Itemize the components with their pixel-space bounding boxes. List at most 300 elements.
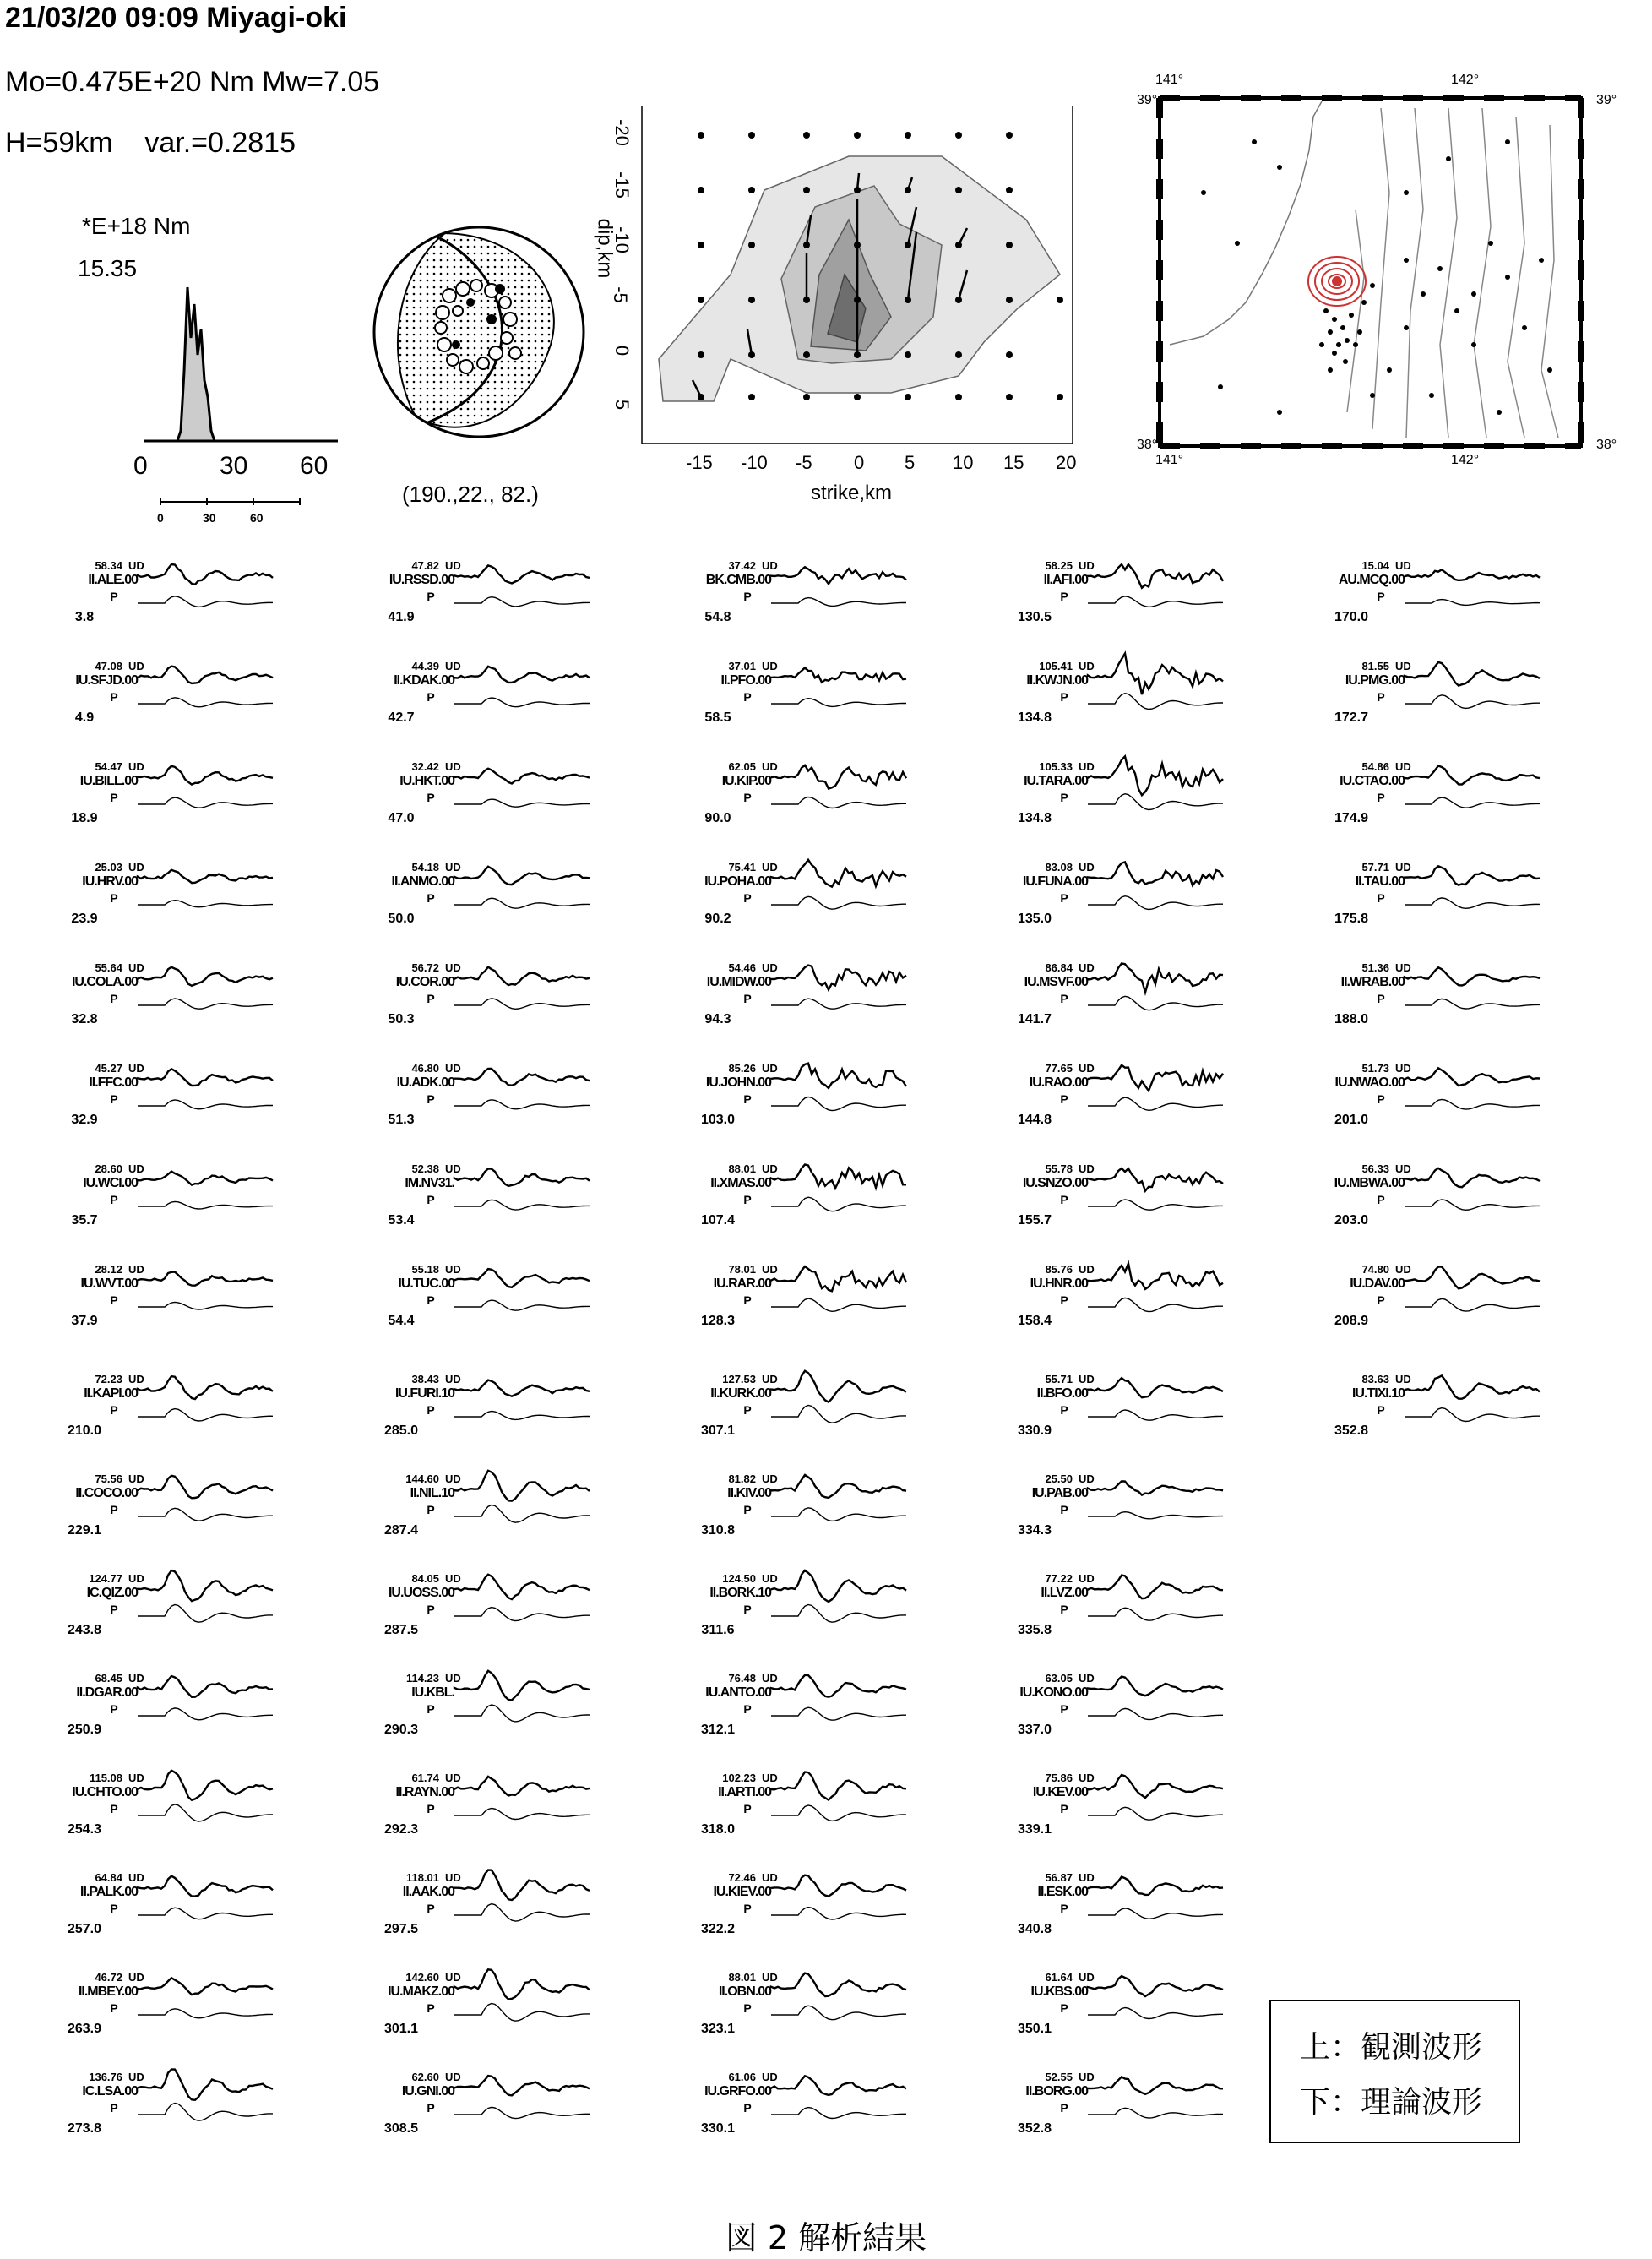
figure-caption: 図 2 解析結果: [725, 2219, 927, 2256]
synthetic-waveform: [771, 999, 906, 1009]
waveform-plot: [138, 963, 281, 1031]
trace-distance: 94.3: [704, 1012, 731, 1026]
station-trace: [1318, 1263, 1571, 1358]
trace-phase: P: [1060, 992, 1068, 1005]
trace-station: IU.RSSD.00: [389, 573, 454, 587]
trace-amplitude: 124.50: [722, 1572, 756, 1585]
trace-component: UD: [1079, 559, 1095, 572]
trace-amplitude: 75.86: [1045, 1772, 1073, 1784]
waveform-plot: [138, 561, 281, 629]
observed-waveform: [454, 1380, 590, 1396]
trace-amplitude: 61.74: [411, 1772, 439, 1784]
waveform-plot: [771, 1973, 915, 2040]
synthetic-waveform: [454, 999, 590, 1009]
xtick: -5: [796, 452, 812, 473]
trace-station: II.COCO.00: [75, 1486, 138, 1500]
waveform-plot: [138, 1674, 281, 1741]
waveform-plot: [771, 561, 915, 629]
waveform-plot: [1405, 762, 1548, 830]
synthetic-waveform: [138, 1201, 273, 1209]
trace-component: UD: [445, 559, 461, 572]
synthetic-waveform: [771, 797, 906, 808]
trace-station: IU.HNR.00: [1030, 1276, 1088, 1291]
trace-phase: P: [110, 1702, 118, 1716]
observed-waveform: [1088, 1775, 1223, 1798]
observed-waveform: [1088, 564, 1223, 588]
observed-waveform: [771, 1475, 906, 1498]
trace-component: UD: [445, 2071, 461, 2083]
station-trace: [684, 1062, 937, 1157]
trace-component: UD: [1079, 961, 1095, 974]
synthetic-waveform: [771, 1805, 906, 1821]
synthetic-waveform: [771, 699, 906, 707]
slip-yticks: [609, 119, 649, 431]
trace-phase: P: [427, 690, 435, 704]
trace-component: UD: [128, 1162, 144, 1175]
station-trace: [1318, 961, 1571, 1056]
trace-distance: 322.2: [700, 1922, 736, 1936]
trace-amplitude: 37.42: [728, 559, 756, 572]
synthetic-waveform: [138, 1100, 273, 1109]
station-trace: [367, 1062, 621, 1157]
observed-waveform: [1405, 1168, 1540, 1187]
trace-distance: 307.1: [700, 1423, 736, 1438]
trace-distance: 229.1: [67, 1523, 102, 1538]
trace-station: II.ANMO.00: [391, 874, 454, 889]
trace-component: UD: [1395, 660, 1411, 672]
trace-station: IU.GRFO.00: [704, 2084, 771, 2098]
trace-amplitude: 124.77: [89, 1572, 122, 1585]
observed-waveform: [1088, 1677, 1223, 1696]
observed-waveform: [138, 564, 273, 585]
trace-phase: P: [427, 2001, 435, 2015]
trace-distance: 37.9: [71, 1314, 98, 1328]
trace-distance: 47.0: [388, 811, 415, 825]
synthetic-waveform: [1088, 1908, 1223, 1919]
observed-waveform: [454, 1671, 590, 1701]
station-trace: [684, 1971, 937, 2066]
trace-distance: 311.6: [701, 1623, 735, 1637]
trace-distance: 4.9: [74, 710, 95, 725]
trace-station: II.FFC.00: [89, 1075, 138, 1090]
trace-station: II.ALE.00: [88, 573, 138, 587]
trace-phase: P: [1377, 1403, 1385, 1417]
observed-waveform: [771, 1973, 906, 1996]
trace-distance: 335.8: [1017, 1623, 1052, 1637]
lon-left-top: 141°: [1155, 73, 1184, 87]
synthetic-waveform: [138, 1908, 273, 1919]
trace-component: UD: [445, 861, 461, 874]
synthetic-waveform: [771, 2108, 906, 2119]
station-trace: [1318, 861, 1571, 955]
station-trace: [367, 559, 621, 654]
trace-distance: 42.7: [388, 710, 415, 725]
observed-waveform: [1088, 1378, 1223, 1397]
waveform-plot: [1088, 1873, 1231, 1941]
waveform-plot: [1405, 1374, 1548, 1442]
slip-ylabel: dip,km: [593, 218, 617, 279]
observed-waveform: [771, 667, 906, 682]
stf-tick-30: 30: [220, 452, 248, 480]
trace-component: UD: [445, 1672, 461, 1685]
observed-waveform: [771, 1371, 906, 1402]
trace-component: UD: [1079, 1871, 1095, 1884]
observed-waveform: [454, 2076, 590, 2095]
trace-component: UD: [1079, 861, 1095, 874]
trace-phase: P: [743, 1702, 752, 1716]
station-trace: [51, 2071, 304, 2165]
station-trace: [684, 1162, 937, 1257]
trace-station: IU.ADK.00: [396, 1075, 454, 1090]
waveform-plot: [771, 661, 915, 729]
trace-station: IC.LSA.00: [82, 2084, 138, 2098]
trace-phase: P: [427, 590, 435, 603]
synthetic-waveform: [454, 1505, 590, 1523]
trace-amplitude: 32.42: [411, 760, 439, 773]
trace-station: II.PFO.00: [720, 673, 771, 688]
trace-amplitude: 51.36: [1361, 961, 1389, 974]
trace-distance: 54.4: [388, 1314, 415, 1328]
station-trace: [367, 2071, 621, 2165]
trace-station: AU.MCQ.00: [1338, 573, 1405, 587]
trace-station: IU.PAB.00: [1031, 1486, 1088, 1500]
trace-component: UD: [128, 1472, 144, 1485]
station-trace: [1318, 760, 1571, 855]
trace-amplitude: 15.04: [1361, 559, 1389, 572]
trace-distance: 53.4: [388, 1213, 415, 1227]
station-trace: [367, 1672, 621, 1766]
waveform-plot: [454, 1374, 598, 1442]
trace-phase: P: [427, 1603, 435, 1616]
trace-distance: 50.3: [388, 1012, 415, 1026]
waveform-plot: [138, 1973, 281, 2040]
trace-phase: P: [110, 2101, 118, 2115]
stf-small-axis: [156, 498, 308, 515]
trace-phase: P: [110, 1293, 118, 1307]
waveform-plot: [1405, 661, 1548, 729]
trace-phase: P: [427, 791, 435, 804]
trace-component: UD: [128, 1263, 144, 1276]
synthetic-waveform: [454, 1412, 590, 1420]
station-trace: [684, 1572, 937, 1667]
trace-distance: 290.3: [383, 1723, 419, 1737]
xtick: 10: [953, 452, 974, 473]
trace-distance: 323.1: [700, 2022, 736, 2036]
observed-waveform: [1088, 756, 1223, 795]
trace-component: UD: [445, 1062, 461, 1075]
trace-station: II.MBEY.00: [78, 1984, 138, 1999]
stf-peak: 15.35: [78, 255, 138, 281]
trace-station: II.KIV.00: [727, 1486, 771, 1500]
trace-component: UD: [128, 1772, 144, 1784]
trace-phase: P: [743, 1902, 752, 1915]
waveform-plot: [454, 1873, 598, 1941]
focal-mechanism: [365, 218, 593, 446]
waveform-plot: [454, 1674, 598, 1741]
trace-station: IU.RAR.00: [713, 1276, 771, 1291]
observed-waveform: [454, 1870, 590, 1901]
synthetic-waveform: [454, 1200, 590, 1210]
trace-component: UD: [762, 1263, 778, 1276]
waveform-plot: [138, 661, 281, 729]
stf-tick-60: 60: [300, 452, 329, 480]
trace-amplitude: 57.71: [1361, 861, 1389, 874]
trace-phase: P: [110, 1802, 118, 1815]
trace-station: IU.FUNA.00: [1022, 874, 1088, 889]
waveform-plot: [138, 762, 281, 830]
station-trace: [1318, 1162, 1571, 1257]
trace-phase: P: [1060, 1503, 1068, 1516]
trace-component: UD: [762, 1373, 778, 1385]
observed-waveform: [454, 1575, 590, 1599]
observed-waveform: [138, 1376, 273, 1399]
station-trace: [51, 1263, 304, 1358]
trace-phase: P: [743, 690, 752, 704]
trace-station: II.AAK.00: [402, 1885, 454, 1899]
trace-phase: P: [427, 1293, 435, 1307]
trace-station: II.DGAR.00: [76, 1685, 138, 1700]
trace-distance: 339.1: [1017, 1822, 1052, 1837]
trace-amplitude: 28.60: [95, 1162, 122, 1175]
trace-distance: 141.7: [1017, 1012, 1052, 1026]
trace-station: II.PALK.00: [80, 1885, 138, 1899]
trace-amplitude: 38.43: [411, 1373, 439, 1385]
trace-component: UD: [762, 1672, 778, 1685]
waveform-plot: [1088, 1374, 1231, 1442]
waveform-plot: [454, 1474, 598, 1542]
trace-distance: 170.0: [1334, 610, 1369, 624]
trace-component: UD: [1079, 2071, 1095, 2083]
waveform-plot: [1088, 1973, 1231, 2040]
trace-distance: 41.9: [388, 610, 415, 624]
waveform-plot: [1088, 561, 1231, 629]
trace-station: IU.HKT.00: [399, 774, 454, 788]
trace-phase: P: [1060, 1193, 1068, 1206]
waveform-plot: [454, 863, 598, 930]
trace-phase: P: [1060, 2101, 1068, 2115]
trace-component: UD: [1079, 760, 1095, 773]
synthetic-waveform: [454, 2004, 590, 2022]
observed-waveform: [138, 2070, 273, 2100]
trace-amplitude: 81.55: [1361, 660, 1389, 672]
trace-distance: 330.1: [700, 2121, 736, 2136]
trace-phase: P: [1377, 1193, 1385, 1206]
waveform-plot: [138, 1164, 281, 1232]
trace-distance: 3.8: [74, 610, 95, 624]
trace-amplitude: 61.64: [1045, 1971, 1073, 1984]
waveform-plot: [771, 1374, 915, 1442]
trace-distance: 134.8: [1017, 811, 1052, 825]
trace-distance: 90.2: [704, 912, 731, 926]
trace-amplitude: 47.82: [411, 559, 439, 572]
waveform-plot: [138, 1474, 281, 1542]
station-trace: [1001, 760, 1254, 855]
station-trace: [684, 1263, 937, 1358]
trace-component: UD: [445, 1263, 461, 1276]
trace-phase: P: [743, 1193, 752, 1206]
synthetic-waveform: [454, 1608, 590, 1621]
station-trace: [51, 1062, 304, 1157]
observed-waveform: [1405, 766, 1540, 785]
trace-station: IU.TIXI.10: [1351, 1386, 1405, 1401]
trace-distance: 340.8: [1017, 1922, 1052, 1936]
trace-station: II.KAPI.00: [84, 1386, 138, 1401]
trace-amplitude: 114.23: [405, 1672, 439, 1685]
trace-station: IU.DAV.00: [1350, 1276, 1405, 1291]
observed-waveform: [771, 567, 906, 584]
trace-phase: P: [1060, 1403, 1068, 1417]
trace-phase: P: [1377, 590, 1385, 603]
trace-component: UD: [1395, 1062, 1411, 1075]
waveform-plot: [1088, 2072, 1231, 2140]
waveform-plot: [1088, 1674, 1231, 1741]
trace-phase: P: [110, 791, 118, 804]
trace-distance: 23.9: [71, 912, 98, 926]
observed-waveform: [1405, 662, 1540, 686]
station-trace: [367, 1472, 621, 1567]
trace-distance: 130.5: [1017, 610, 1052, 624]
trace-amplitude: 44.39: [411, 660, 439, 672]
station-trace: [51, 1373, 304, 1467]
trace-distance: 58.5: [704, 710, 731, 725]
trace-station: II.ARTI.00: [718, 1785, 771, 1799]
waveform-plot: [138, 1873, 281, 1941]
trace-phase: P: [110, 1193, 118, 1206]
trace-component: UD: [128, 961, 144, 974]
observed-waveform: [138, 667, 273, 683]
station-trace: [51, 660, 304, 754]
trace-amplitude: 105.41: [1039, 660, 1073, 672]
trace-amplitude: 55.71: [1045, 1373, 1073, 1385]
synthetic-waveform: [1088, 1608, 1223, 1620]
trace-component: UD: [1079, 1373, 1095, 1385]
observed-waveform: [454, 565, 590, 583]
slip-map: [621, 106, 1085, 469]
trace-component: UD: [1395, 1263, 1411, 1276]
trace-distance: 32.8: [71, 1012, 98, 1026]
trace-amplitude: 54.18: [411, 861, 439, 874]
trace-distance: 312.1: [700, 1723, 736, 1737]
lat-top-left: 39°: [1137, 93, 1158, 107]
trace-station: IU.FURI.10: [394, 1386, 454, 1401]
station-trace: [1001, 1772, 1254, 1866]
trace-phase: P: [1060, 1902, 1068, 1915]
ytick: -15: [611, 171, 633, 199]
trace-component: UD: [128, 660, 144, 672]
trace-distance: 103.0: [700, 1113, 736, 1127]
synthetic-waveform: [454, 1809, 590, 1820]
trace-station: II.BORK.10: [709, 1586, 771, 1600]
synthetic-waveform: [1088, 896, 1223, 910]
trace-distance: 350.1: [1017, 2022, 1052, 2036]
trace-amplitude: 83.08: [1045, 861, 1073, 874]
station-trace: [367, 660, 621, 754]
trace-phase: P: [1060, 1293, 1068, 1307]
station-trace: [367, 1572, 621, 1667]
trace-distance: 134.8: [1017, 710, 1052, 725]
trace-station: II.KWJN.00: [1026, 673, 1088, 688]
trace-amplitude: 85.26: [728, 1062, 756, 1075]
trace-amplitude: 81.82: [728, 1472, 756, 1485]
synthetic-waveform: [138, 797, 273, 808]
waveform-plot: [138, 2072, 281, 2140]
depth-variance: H=59km var.=0.2815: [5, 127, 296, 159]
trace-distance: 301.1: [383, 2022, 419, 2036]
stf-small-tick-60: 60: [250, 511, 264, 525]
station-trace: [1001, 961, 1254, 1056]
trace-amplitude: 46.72: [95, 1971, 122, 1984]
observed-waveform: [1088, 1576, 1223, 1599]
trace-station: IU.COLA.00: [71, 975, 138, 989]
waveform-plot: [1088, 661, 1231, 729]
trace-component: UD: [445, 760, 461, 773]
station-trace: [51, 861, 304, 955]
trace-station: IU.TARA.00: [1024, 774, 1088, 788]
station-trace: [1001, 1472, 1254, 1567]
observed-waveform: [138, 1069, 273, 1086]
trace-component: UD: [1079, 1062, 1095, 1075]
trace-phase: P: [743, 1293, 752, 1307]
synthetic-waveform: [1088, 1512, 1223, 1519]
trace-phase: P: [743, 1092, 752, 1106]
trace-phase: P: [743, 1403, 752, 1417]
synthetic-waveform: [138, 1302, 273, 1309]
trace-distance: 257.0: [67, 1922, 102, 1936]
trace-distance: 107.4: [700, 1213, 736, 1227]
observed-waveform: [1405, 1266, 1540, 1288]
xtick: 15: [1003, 452, 1024, 473]
trace-station: II.TAU.00: [1355, 874, 1405, 889]
trace-station: IU.TUC.00: [398, 1276, 454, 1291]
trace-amplitude: 86.84: [1045, 961, 1073, 974]
station-trace: [51, 1672, 304, 1766]
trace-phase: P: [427, 1702, 435, 1716]
trace-distance: 318.0: [700, 1822, 736, 1837]
waveform-plot: [138, 863, 281, 930]
trace-amplitude: 78.01: [728, 1263, 756, 1276]
trace-component: UD: [762, 1772, 778, 1784]
observed-waveform: [1088, 1168, 1223, 1191]
trace-distance: 128.3: [700, 1314, 736, 1328]
station-trace: [367, 961, 621, 1056]
trace-amplitude: 56.33: [1361, 1162, 1389, 1175]
trace-amplitude: 51.73: [1361, 1062, 1389, 1075]
station-trace: [367, 1263, 621, 1358]
trace-distance: 188.0: [1334, 1012, 1369, 1026]
synthetic-waveform: [138, 1508, 273, 1521]
station-trace: [684, 660, 937, 754]
waveform-plot: [1088, 1773, 1231, 1841]
observed-waveform: [771, 1570, 906, 1602]
trace-component: UD: [762, 1572, 778, 1585]
synthetic-waveform: [138, 2104, 273, 2121]
trace-amplitude: 58.25: [1045, 559, 1073, 572]
synthetic-waveform: [138, 1605, 273, 1623]
waveform-plot: [454, 762, 598, 830]
trace-amplitude: 115.08: [89, 1772, 122, 1784]
waveform-plot: [1405, 963, 1548, 1031]
observed-waveform: [138, 1272, 273, 1286]
trace-component: UD: [128, 1572, 144, 1585]
trace-component: UD: [445, 1162, 461, 1175]
trace-phase: P: [427, 1092, 435, 1106]
trace-station: II.KDAK.00: [394, 673, 454, 688]
trace-station: II.WRAB.00: [1340, 975, 1405, 989]
trace-component: UD: [445, 1772, 461, 1784]
trace-distance: 175.8: [1334, 912, 1369, 926]
stf-tick-0: 0: [133, 452, 148, 480]
trace-phase: P: [743, 992, 752, 1005]
